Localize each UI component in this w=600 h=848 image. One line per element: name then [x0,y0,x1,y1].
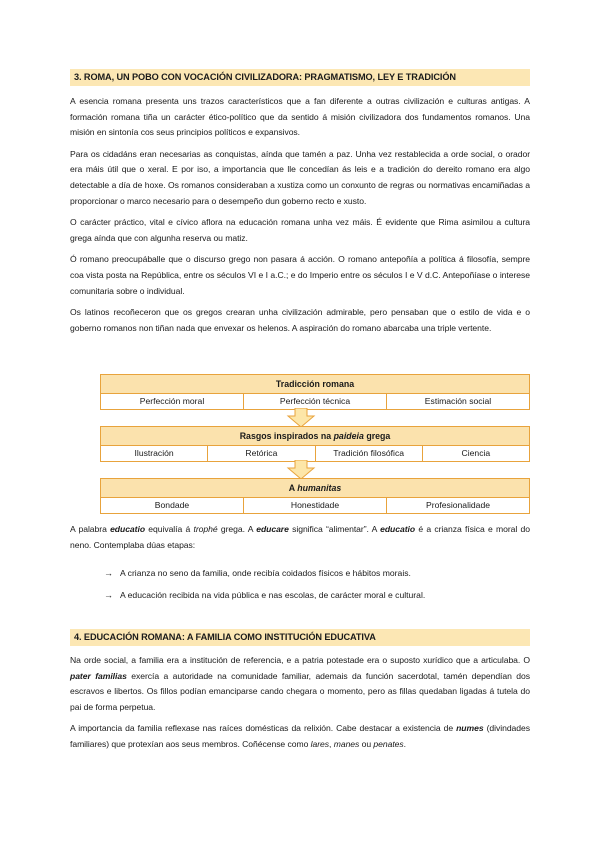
box-cell: Perfección técnica [244,394,387,409]
arrow-bullet-icon: → [104,590,113,600]
section-4-body [70,653,530,753]
box-cell: Ilustración [101,446,208,461]
term-educatio: educatio [110,524,146,534]
down-arrow-icon [286,408,316,428]
paragraph-2 [70,721,530,752]
section-3-body [70,94,530,336]
arrow-bullet-icon: → [104,568,113,578]
term-educare: educare [256,524,289,534]
box-title [101,479,529,498]
box-row [101,394,529,409]
text: , [329,738,334,749]
box-tradicion-romana [100,374,530,410]
title-emphasis: humanitas [297,483,342,493]
paragraph-3: O carácter práctico, vital e cívico aflora na educación romana unha vez máis. É evidente que Rima asimilou a cultura grega aínda que con algunha reserva ou matiz. [70,217,530,243]
paragraph-1 [70,653,530,715]
paragraph-2: Para os cidadáns eran necesarias as conquistas, aínda que tamén a paz. Unha vez restablecida a orde social, o orador era máis útil que o xeral. E por iso, a importancia que lle concedían ás leis e a tradición do dereito romano era algo detectable a día de hoxe. Os romanos consideraban a xustiza como un conxunto de regras ou normativas encamiñadas a proporcionar o marco necesario para o desempeño dun goberno recto e xusto. [70,148,530,206]
box-cell: Profesionalidade [425,500,491,510]
text: equivalía á [145,524,194,534]
box-cell: Bondade [101,498,244,513]
text: grega. A [217,524,257,534]
box-cell: Ciencia [461,448,491,458]
text: A palabra [70,524,111,534]
list-item [104,588,524,602]
text: . [403,738,406,749]
box-cell: Honestidade [244,498,387,513]
term-lares: lares [310,738,330,749]
text: Na orde social, a familia era a institución de referencia, e a patria potestade era o suposto xurídico que a articulaba. O [70,655,530,665]
box-cell: Retórica [208,446,315,461]
text: significa “alimentar”. A [288,524,381,534]
paragraph [70,522,530,553]
list-item-text: A educación recibida na vida pública e nas escolas, de carácter moral e cultural. [120,590,426,600]
box-title [101,427,529,446]
term-numes: numes [456,723,484,734]
text: (divindades familiares) que protexían aos seus membros. Coñécense como [70,723,530,749]
box-rasgos-paideia [100,426,530,462]
box-cell: Tradición filosófica [316,446,423,461]
box-row [101,446,529,461]
text: é a crianza física e moral do neno. Contemplaba dúas etapas: [70,524,530,550]
section-4-heading: 4. EDUCACIÓN ROMANA: A FAMILIA COMO INSTITUCIÓN EDUCATIVA [70,629,530,646]
section-3-heading: 3. ROMA, UN POBO CON VOCACIÓN CIVILIZADORA: PRAGMATISMO, LEY E TRADICIÓN [70,69,530,86]
educatio-paragraph [70,522,530,553]
term-pater-familias: pater familias [70,670,127,681]
text: ou [359,738,374,749]
box-humanitas [100,478,530,514]
paragraph-5: Os latinos recoñeceron que os gregos crearan unha civilización admirable, pero pensaban que o estilo de vida e o goberno romanos non tiñan nada que envexar os helenos. A aspiración do romano abarcaba una triple vertente. [70,307,530,333]
title-text: Rasgos inspirados na [239,431,334,441]
term-manes: manes [333,738,360,749]
box-cell: Perfección moral [101,394,244,409]
box-row [101,498,529,513]
paragraph-4: Ó romano preocupáballe que o discurso grego non pasara á acción. O romano antepoñía a política á filosofía, sempre coa vista posta na República, entre os séculos VI e I a.C.; e do Imperio entre os séculos I e V d.C. Antepoñíase o interese comunitaria sobre o individual. [70,254,530,296]
term-educatio: educatio [380,524,416,534]
paragraph-1: A esencia romana presenta uns trazos característicos que a fan diferente a outras civilización e culturas antigas. A formación romana tiña un carácter ético-político que da sentido á misión civilizadora dos fundamentos romanos. Una misión en sintonía cos seus principios políticos e expansivos. [70,96,530,138]
title-text: A [288,483,298,493]
title-emphasis: paideia [333,431,364,441]
term-penates: penates [373,738,404,749]
title-text: grega [363,431,391,441]
list-item-text: A crianza no seno da familia, onde recibía coidados físicos e hábitos morais. [120,568,411,578]
term-trophe: trophé [193,524,218,534]
list-item [104,566,524,580]
box-title: Tradicción romana [101,375,529,394]
box-cell: Estimación social [424,396,492,406]
text: A importancia da familia reflexase nas raíces domésticas da relixión. Cabe destacar a existencia de [70,723,457,734]
down-arrow-icon [286,460,316,480]
text: exercía a autoridade na comunidade familiar, ademais da función sacerdotal, tamén dependían dos escravos e libertos. Os fillos podían emanciparse cando chegara o momento, pero as fillas quedaban ligadas á tutela do pai de forma perpetua. [70,670,530,712]
